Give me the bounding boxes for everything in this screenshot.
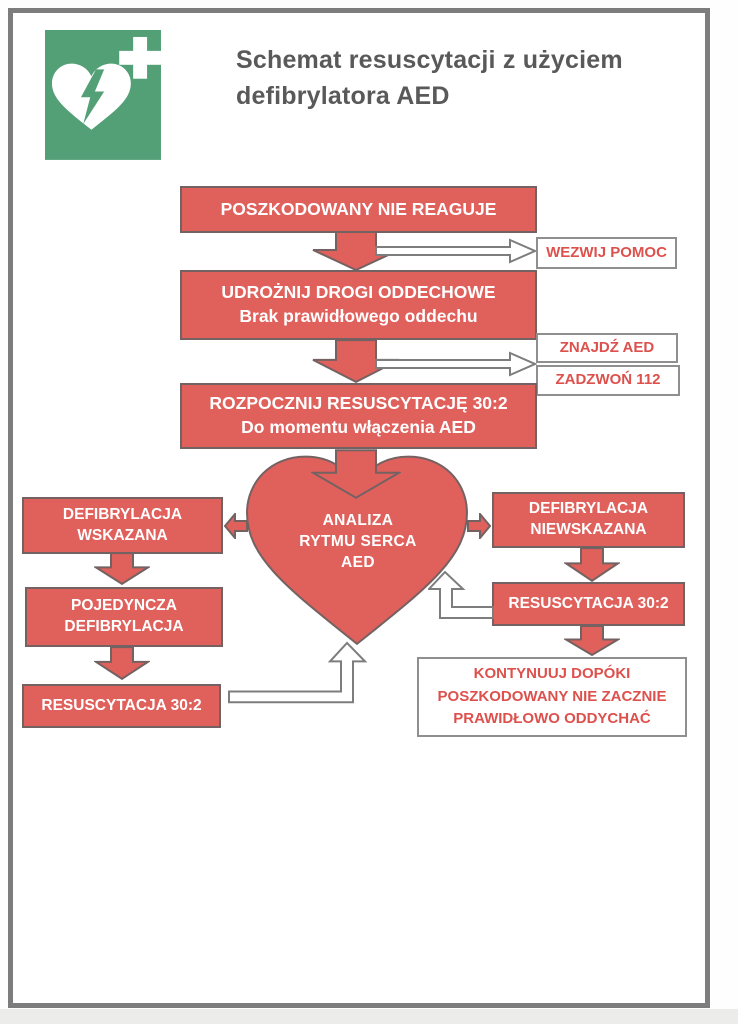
shock-advised-box — [22, 497, 223, 554]
find-aed-label: ZNAJDŹ AED — [559, 338, 655, 356]
arrow-right-icon — [375, 351, 537, 377]
find-aed-box — [536, 333, 678, 363]
step-open-airway-line2: Brak prawidłowego oddechu — [239, 306, 478, 326]
single-shock-box — [25, 587, 223, 647]
heart-analysis-line2: RYTMU SERCA — [299, 532, 417, 550]
call-for-help-label: WEZWIJ POMOC — [546, 243, 667, 261]
call-112-box — [536, 365, 680, 396]
cpr-right-box — [492, 582, 685, 626]
continue-until-breathing-box — [417, 657, 687, 737]
shock-not-advised-line1: DEFIBRYLACJA — [528, 500, 649, 518]
page-title: Schemat resuscytacji z użyciem defibrylatora AED — [236, 46, 623, 111]
shock-advised-line1: DEFIBRYLACJA — [62, 505, 183, 523]
step-victim-not-responding — [180, 186, 537, 233]
step-start-cpr — [180, 383, 537, 449]
arrow-right-icon — [467, 513, 491, 539]
shock-not-advised-line2: NIEWSKAZANA — [530, 521, 647, 538]
cpr-right-label: RESUSCYTACJA 30:2 — [508, 594, 669, 612]
arrow-down-icon — [94, 552, 150, 585]
scanner-edge — [0, 1009, 738, 1024]
arrow-right-icon — [375, 238, 537, 264]
cpr-left-box — [22, 684, 221, 728]
single-shock-line1: POJEDYNCZA — [71, 597, 177, 615]
step-victim-not-responding-label: POSZKODOWANY NIE REAGUJE — [220, 198, 497, 219]
heart-analysis-label — [278, 511, 438, 574]
arrow-down-icon — [311, 449, 401, 499]
step-start-cpr-line1: ROZPOCZNIJ RESUSCYTACJĘ 30:2 — [209, 393, 508, 414]
continue-line2: POSZKODOWANY NIE ZACZNIE — [437, 687, 667, 705]
shock-not-advised-box — [492, 492, 685, 548]
call-for-help-box — [536, 237, 677, 269]
return-arrow-up-icon — [228, 641, 378, 711]
aed-sign-icon — [45, 30, 161, 160]
step-start-cpr-line2: Do momentu włączenia AED — [241, 417, 476, 437]
cpr-left-label: RESUSCYTACJA 30:2 — [41, 696, 202, 714]
step-open-airway-line1: UDROŻNIJ DROGI ODDECHOWE — [221, 282, 496, 303]
step-open-airway — [180, 270, 537, 340]
arrow-down-icon — [564, 547, 620, 582]
arrow-down-icon — [564, 625, 620, 656]
arrow-down-icon — [94, 646, 150, 680]
heart-analysis-line3: AED — [341, 553, 375, 571]
continue-line1: KONTYNUUJ DOPÓKI — [473, 665, 631, 683]
arrow-left-icon — [224, 513, 248, 539]
continue-line3: PRAWIDŁOWO ODDYCHAĆ — [453, 710, 651, 728]
return-arrow-up-icon — [428, 570, 494, 620]
heart-analysis-line1: ANALIZA — [322, 512, 394, 529]
call-112-label: ZADZWOŃ 112 — [555, 371, 661, 389]
single-shock-line2: DEFIBRYLACJA — [64, 618, 184, 635]
shock-advised-line2: WSKAZANA — [77, 526, 168, 544]
